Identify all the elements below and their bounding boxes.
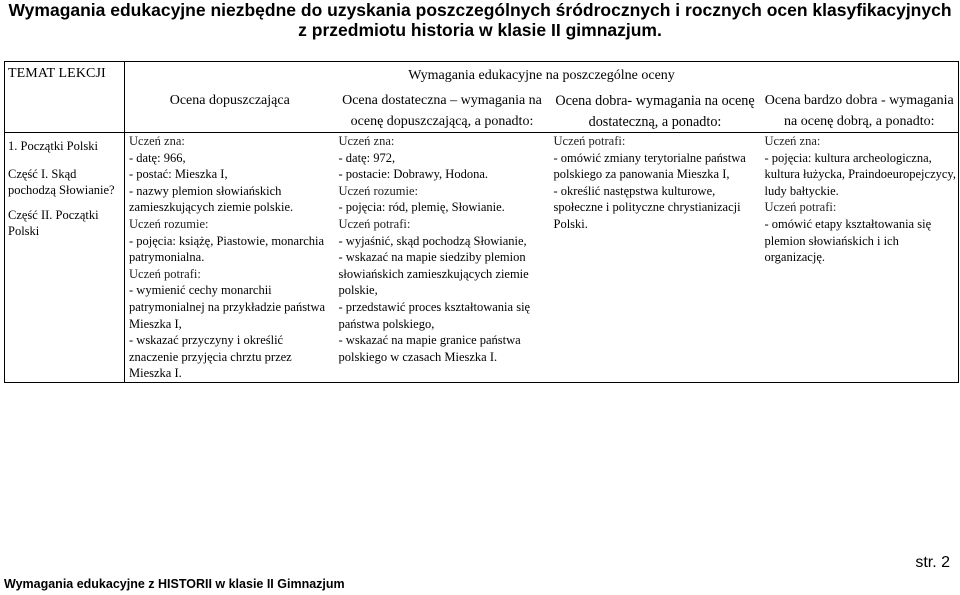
requirement-item: - wymienić cechy monarchii patrymonialnej na przykładzie państwa Mieszka I, xyxy=(129,283,326,331)
requirement-item: - datę: 966, xyxy=(129,150,186,165)
topic-item: Część I. Skąd pochodzą Słowianie? xyxy=(8,167,115,197)
requirement-item: - pojęcia: kultura archeologiczna, kultura łużycka, Praindoeuropejczycy, ludy bałtyckie. xyxy=(764,150,956,198)
requirement-item: - wyjaśnić, skąd pochodzą Słowianie, xyxy=(338,233,527,248)
requirement-heading: Uczeń zna: xyxy=(764,134,821,148)
requirement-item: - postać: Mieszka I, xyxy=(129,167,228,182)
requirement-item: - pojęcia: ród, plemię, Słowianie. xyxy=(338,200,505,215)
requirement-heading: Uczeń potrafi: xyxy=(129,266,201,281)
requirements-cell-very-good xyxy=(761,133,959,383)
grade-header-very-good: Ocena bardzo dobra - wymagania na ocenę dobrą, a ponadto: xyxy=(761,88,959,133)
requirement-item: - określić następstwa kulturowe, społeczne i polityczne chrystianizacji Polski. xyxy=(553,183,741,231)
requirement-item: - omówić zmiany terytorialne państwa polskiego za panowania Mieszka I, xyxy=(553,150,746,182)
grade-header-good: Ocena dobra- wymagania na ocenę dostateczną, a ponadto: xyxy=(550,88,761,133)
table-row xyxy=(5,133,959,383)
requirement-heading: Uczeń potrafi: xyxy=(553,134,626,148)
requirements-cell-satisfactory xyxy=(335,133,550,383)
requirement-item: - przedstawić proces kształtowania się państwa polskiego, xyxy=(338,299,531,331)
table-header-row xyxy=(5,62,959,89)
requirement-heading: Uczeń potrafi: xyxy=(764,200,837,215)
requirements-group-header: Wymagania edukacyjne na poszczególne oceny xyxy=(125,62,959,89)
grade-header-sufficient-pass: Ocena dopuszczająca xyxy=(125,88,335,133)
topic-item: Część II. Początki Polski xyxy=(8,208,99,238)
document-title xyxy=(0,0,960,40)
grade-header-row xyxy=(5,88,959,133)
requirement-heading: Uczeń potrafi: xyxy=(338,216,411,231)
document-title-line-1: Wymagania edukacyjne niezbędne do uzyskania poszczególnych śródrocznych i rocznych ocen klasyfikacyjnych xyxy=(8,0,952,20)
page-footer: Wymagania edukacyjne z HISTORII w klasie II Gimnazjum xyxy=(4,577,345,591)
requirement-heading: Uczeń rozumie: xyxy=(129,216,209,231)
requirements-cell-good xyxy=(550,133,761,383)
requirement-heading: Uczeń zna: xyxy=(129,134,185,148)
topic-item: 1. Początki Polski xyxy=(8,139,98,153)
requirements-cell-sufficient-pass xyxy=(125,133,335,383)
requirement-item: - postacie: Dobrawy, Hodona. xyxy=(338,167,488,182)
page-number: str. 2 xyxy=(915,554,950,571)
document-title-line-2: z przedmiotu historia w klasie II gimnazjum. xyxy=(298,20,662,40)
topic-cell xyxy=(5,133,125,383)
requirement-heading: Uczeń zna: xyxy=(338,134,395,148)
requirement-item: - datę: 972, xyxy=(338,150,396,165)
requirement-item: - nazwy plemion słowiańskich zamieszkujących ziemie polskie. xyxy=(129,183,294,215)
requirement-item: - wskazać na mapie siedziby plemion słowiańskich zamieszkujących ziemie polskie, xyxy=(338,250,529,298)
requirement-item: - wskazać przyczyny i określić znaczenie przyjęcia chrztu przez Mieszka I. xyxy=(129,333,292,381)
topic-column-header: TEMAT LEKCJI xyxy=(5,62,125,133)
grade-header-satisfactory: Ocena dostateczna – wymagania na ocenę dopuszczającą, a ponadto: xyxy=(335,88,550,133)
requirement-item: - wskazać na mapie granice państwa polskiego w czasach Mieszka I. xyxy=(338,333,521,364)
requirements-table xyxy=(4,61,959,383)
requirement-item: - omówić etapy kształtowania się plemion słowiańskich i ich organizację. xyxy=(764,216,932,265)
requirement-heading: Uczeń rozumie: xyxy=(338,183,418,198)
requirement-item: - pojęcia: książę, Piastowie, monarchia patrymonialna. xyxy=(129,233,325,265)
